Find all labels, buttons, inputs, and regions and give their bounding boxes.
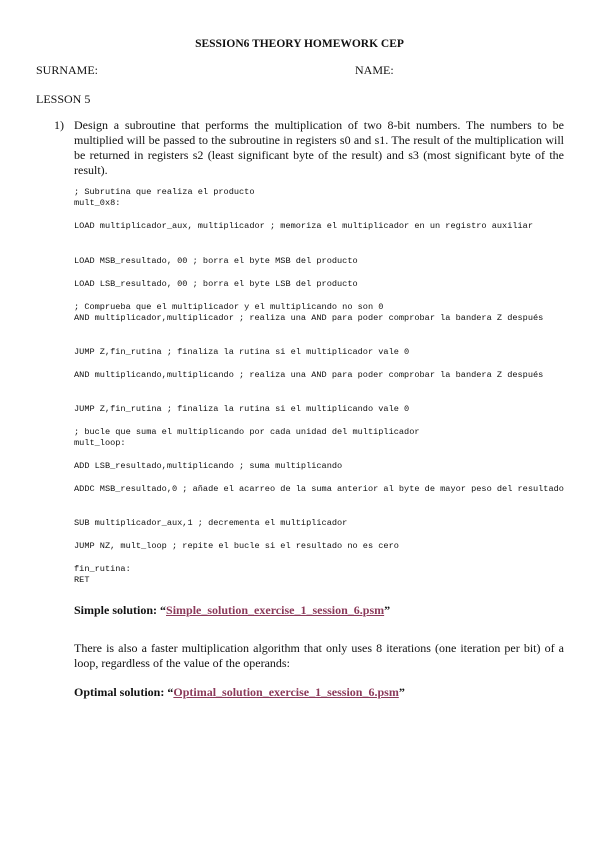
code-block-addc	[74, 484, 566, 495]
simple-solution-label: Simple solution:	[74, 603, 161, 617]
lesson-heading: LESSON 5	[36, 92, 91, 106]
simple-solution-link[interactable]: Simple_solution_exercise_1_session_6.psm	[166, 603, 385, 617]
document-title: SESSION6 THEORY HOMEWORK CEP	[195, 38, 404, 50]
close-quote: ”	[398, 685, 405, 699]
code-line: fin_rutina:	[74, 564, 131, 574]
code-line: AND multiplicando,multiplicando ; realiza una AND para poder comprobar la bandera Z después	[74, 370, 544, 380]
name-label: NAME:	[355, 63, 394, 77]
code-line: ADDC MSB_resultado,0 ; añade el acarreo de la suma anterior al byte de mayor peso del resultado	[74, 484, 564, 494]
code-line: LOAD MSB_resultado, 00 ; borra el byte MSB del producto	[74, 256, 358, 266]
code-line: JUMP Z,fin_rutina ; finaliza la rutina si el multiplicando vale 0	[74, 404, 410, 414]
open-quote: “	[160, 603, 167, 617]
optimal-solution-link[interactable]: Optimal_solution_exercise_1_session_6.psm	[173, 685, 399, 699]
open-quote: “	[167, 685, 174, 699]
code-block-check-zero	[74, 302, 566, 324]
exercise-statement: Design a subroutine that performs the multiplication of two 8-bit numbers. The numbers to be multiplied will be passed to the subroutine in registers s0 and s1. The result of the multiplication will be returned in registers s2 (least significant byte of the result) and s3 (most significant byte of the result).	[74, 118, 564, 177]
code-block-jump-z-1	[74, 347, 566, 358]
code-block-add	[74, 461, 566, 472]
code-line: ; Subrutina que realiza el producto	[74, 187, 255, 197]
code-line: ADD LSB_resultado,multiplicando ; suma multiplicando	[74, 461, 343, 471]
surname-label: SURNAME:	[36, 63, 99, 77]
optimal-solution-line	[74, 685, 405, 700]
code-line: ; Comprueba que el multiplicador y el multiplicando no son 0	[74, 302, 384, 312]
code-block-jump-z-2	[74, 404, 566, 415]
code-line: ; bucle que suma el multiplicando por cada unidad del multiplicador	[74, 427, 420, 437]
code-line: RET	[74, 575, 90, 585]
code-line: JUMP NZ, mult_loop ; repite el bucle si el resultado no es cero	[74, 541, 399, 551]
code-block-load-aux	[74, 221, 566, 232]
optimal-solution-label: Optimal solution:	[74, 685, 168, 699]
close-quote: ”	[384, 603, 391, 617]
code-block-end	[74, 564, 566, 586]
code-block-load-msb	[74, 256, 566, 267]
code-line: mult_loop:	[74, 438, 126, 448]
code-line: AND multiplicador,multiplicador ; realiza una AND para poder comprobar la bandera Z después	[74, 313, 544, 323]
code-block-and-multiplicando	[74, 370, 566, 381]
exercise-number: 1)	[54, 118, 64, 132]
code-line: mult_0x8:	[74, 198, 121, 208]
code-block-loop-label	[74, 427, 566, 449]
code-line: LOAD multiplicador_aux, multiplicador ; memoriza el multiplicador en un registro auxiliar	[74, 221, 533, 231]
faster-algorithm-text: There is also a faster multiplication algorithm that only uses 8 iterations (one iteration per bit) of a loop, regardless of the value of the operands:	[74, 641, 564, 670]
code-block-load-lsb	[74, 279, 566, 290]
code-line: JUMP Z,fin_rutina ; finaliza la rutina si el multiplicador vale 0	[74, 347, 410, 357]
code-block-jump-nz	[74, 541, 566, 552]
code-line: SUB multiplicador_aux,1 ; decrementa el multiplicador	[74, 518, 348, 528]
code-line: LOAD LSB_resultado, 00 ; borra el byte LSB del producto	[74, 279, 358, 289]
code-block-header	[74, 187, 566, 209]
simple-solution-line	[74, 603, 390, 618]
code-block-sub	[74, 518, 566, 529]
